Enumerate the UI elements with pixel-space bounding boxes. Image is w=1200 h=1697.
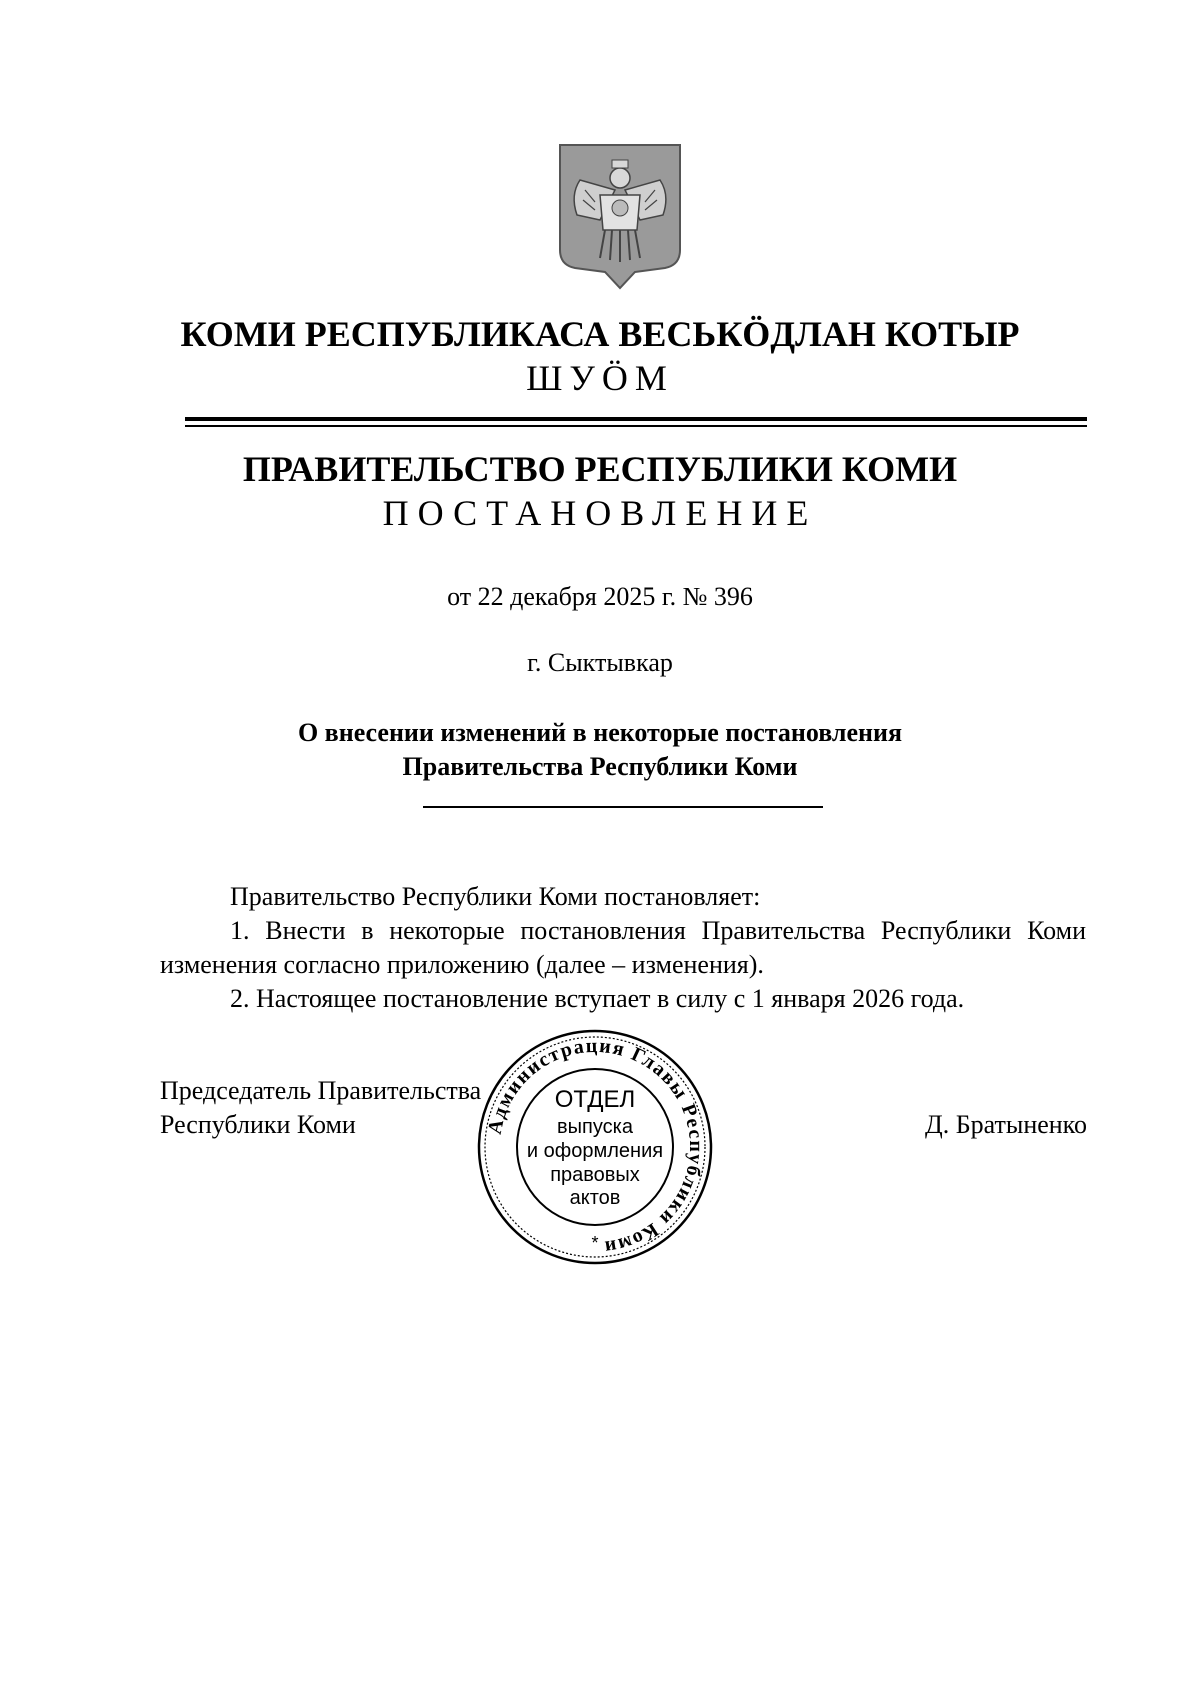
komi-doc-type: ШУӦМ (526, 358, 674, 398)
signatory-position-line2: Республики Коми (160, 1110, 356, 1139)
seal-center-line1: ОТДЕЛ (554, 1086, 636, 1113)
seal-center-line3: и оформления (526, 1140, 664, 1162)
seal-star: * (591, 1233, 599, 1253)
seal-center-line4: правовых (550, 1164, 640, 1186)
coat-of-arms-icon (555, 140, 685, 290)
official-seal-icon (475, 1027, 715, 1267)
body-intro: Правительство Республики Коми постановляет: (230, 882, 761, 911)
header-divider-thick (185, 417, 1087, 421)
header-divider-thin (185, 425, 1087, 427)
signatory-position-line1: Председатель Правительства (160, 1076, 482, 1105)
document-date-number: от 22 декабря 2025 г. № 396 (447, 582, 753, 611)
seal-center-line5: актов (569, 1187, 621, 1209)
signatory-position (160, 1074, 481, 1142)
seal-ring-text: Администрация Главы Республики Коми (483, 1034, 708, 1259)
subject-underline (423, 806, 823, 808)
body-item-2: 2. Настоящее постановление вступает в силу с 1 января 2026 года. (230, 984, 965, 1013)
komi-org-title: КОМИ РЕСПУБЛИКАСА ВЕСЬКӦДЛАН КОТЫР (180, 314, 1020, 354)
document-subject-line2: Правительства Республики Коми (402, 752, 798, 781)
document-city: г. Сыктывкар (527, 648, 673, 677)
russian-org-title: ПРАВИТЕЛЬСТВО РЕСПУБЛИКИ КОМИ (242, 449, 958, 489)
signatory-name: Д. Братыненко (924, 1110, 1087, 1139)
russian-doc-type: ПОСТАНОВЛЕНИЕ (382, 493, 818, 533)
body-item-1: 1. Внести в некоторые постановления Правительства Республики Коми изменения согласно приложению (далее – изменения). (160, 916, 1086, 979)
seal-center-line2: выпуска (557, 1116, 633, 1138)
document-subject-line1: О внесении изменений в некоторые постановления (297, 718, 903, 747)
